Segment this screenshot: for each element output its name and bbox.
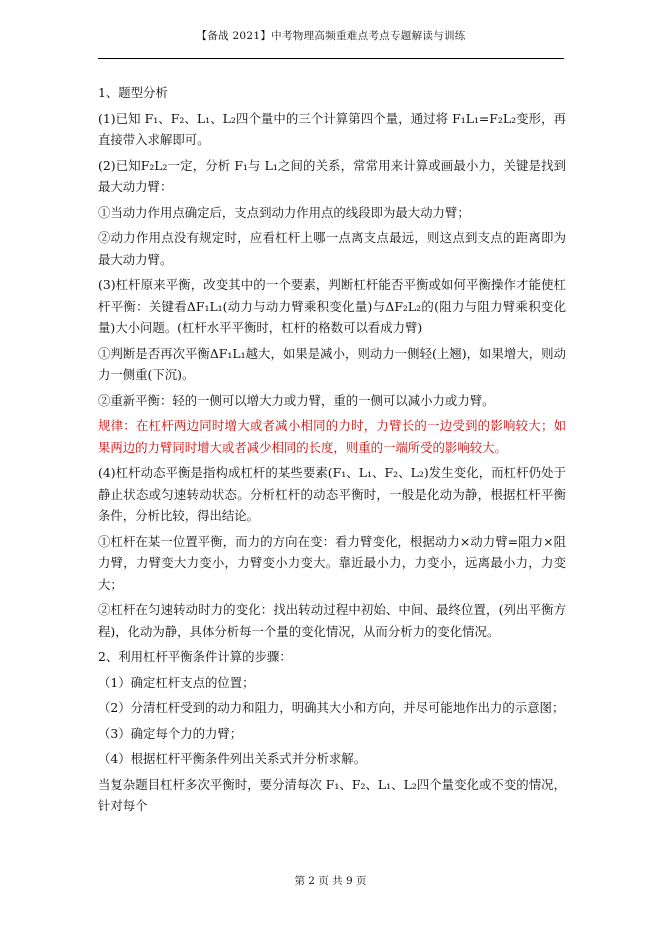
step-2: （2）分清杠杆受到的动力和阻力，明确其大小和方向，并尽可能地作出力的示意图； — [98, 700, 565, 715]
document-body — [98, 82, 566, 817]
paragraph-case-4: (4)杠杆动态平衡是指构成杠杆的某些要素(F₁、L₁、F₂、L₂)发生变化，而杠杆仍处于静止状态或匀速转动状态。分析杠杆的动态平衡时，一般是化动为静，根据杠杆平衡条件，分析比较，得出结论。 — [98, 465, 566, 523]
step-3: （3）确定每个力的力臂； — [98, 725, 243, 741]
paragraph-case-1: (1)已知 F₁、F₂、L₁、L₂四个量中的三个计算第四个量，通过将 F₁L₁=F₂L₂变形，再直接带入求解即可。 — [98, 110, 566, 147]
section-heading-steps: 2、利用杠杆平衡条件计算的步骤： — [98, 649, 292, 664]
rule-highlight: 规律：在杠杆两边同时增大或者减小相同的力时，力臂长的一边受到的影响较大；如果两边的力臂同时增大或者减少相同的长度，则重的一端所受的影响较大。 — [98, 418, 566, 455]
paragraph-case-4-point-1: ①杠杆在某一位置平衡，而力的方向在变：看力臂变化，根据动力×动力臂=阻力×阻力臂，力臂变大力变小，力臂变小力变大。靠近最小力，力变小，远离最小力，力变大； — [98, 533, 566, 592]
section-heading-analysis: 1、题型分析 — [98, 85, 168, 100]
paragraph-case-3-point-2: ②重新平衡：轻的一侧可以增大力或力臂，重的一侧可以减小力或力臂。 — [98, 392, 495, 408]
paragraph-case-2: (2)已知F₂L₂一定，分析 F₁与 L₁之间的关系，常常用来计算或画最小力，关键是找到最大动力臂： — [98, 157, 566, 194]
paragraph-case-3-point-1: ①判断是否再次平衡ΔF₁L₁越大，如果是减小，则动力一侧轻(上翘)，如果增大，则动力一侧重(下沉)。 — [98, 345, 566, 382]
paragraph-case-3: (3)杠杆原来平衡，改变其中的一个要素，判断杠杆能否平衡或如何平衡操作才能使杠杆平衡：关键看ΔF₁L₁(动力与动力臂乘积变化量)与ΔF₂L₂的(阻力与阻力臂乘积变化量)大小问题。(杠杆水平平衡时，杠杆的格数可以看成力臂) — [98, 277, 566, 335]
step-1: （1）确定杠杆支点的位置； — [98, 674, 255, 690]
paragraph-case-4-point-2: ②杠杆在匀速转动时力的变化：找出转动过程中初始、中间、最终位置，(列出平衡方程)，化动为静，具体分析每一个量的变化情况，从而分析力的变化情况。 — [98, 602, 566, 639]
header-rule — [98, 58, 564, 59]
paragraph-case-2-point-1: ①当动力作用点确定后，支点到动力作用点的线段即为最大动力臂； — [98, 204, 470, 220]
paragraph-multi-balance: 当复杂题目杠杆多次平衡时，要分清每次 F₁、F₂、L₁、L₂四个量变化或不变的情况，针对每个 — [98, 776, 566, 813]
step-4: （4）根据杠杆平衡条件列出关系式并分析求解。 — [98, 751, 367, 766]
page-number: 第 2 页 共 9 页 — [294, 875, 367, 887]
page-header: 【备战 2021】中考物理高频重难点考点专题解读与训练 — [196, 30, 466, 42]
paragraph-case-2-point-2: ②动力作用点没有规定时，应看杠杆上哪一点离支点最远，则这点到支点的距离即为最大动力臂。 — [98, 230, 566, 267]
